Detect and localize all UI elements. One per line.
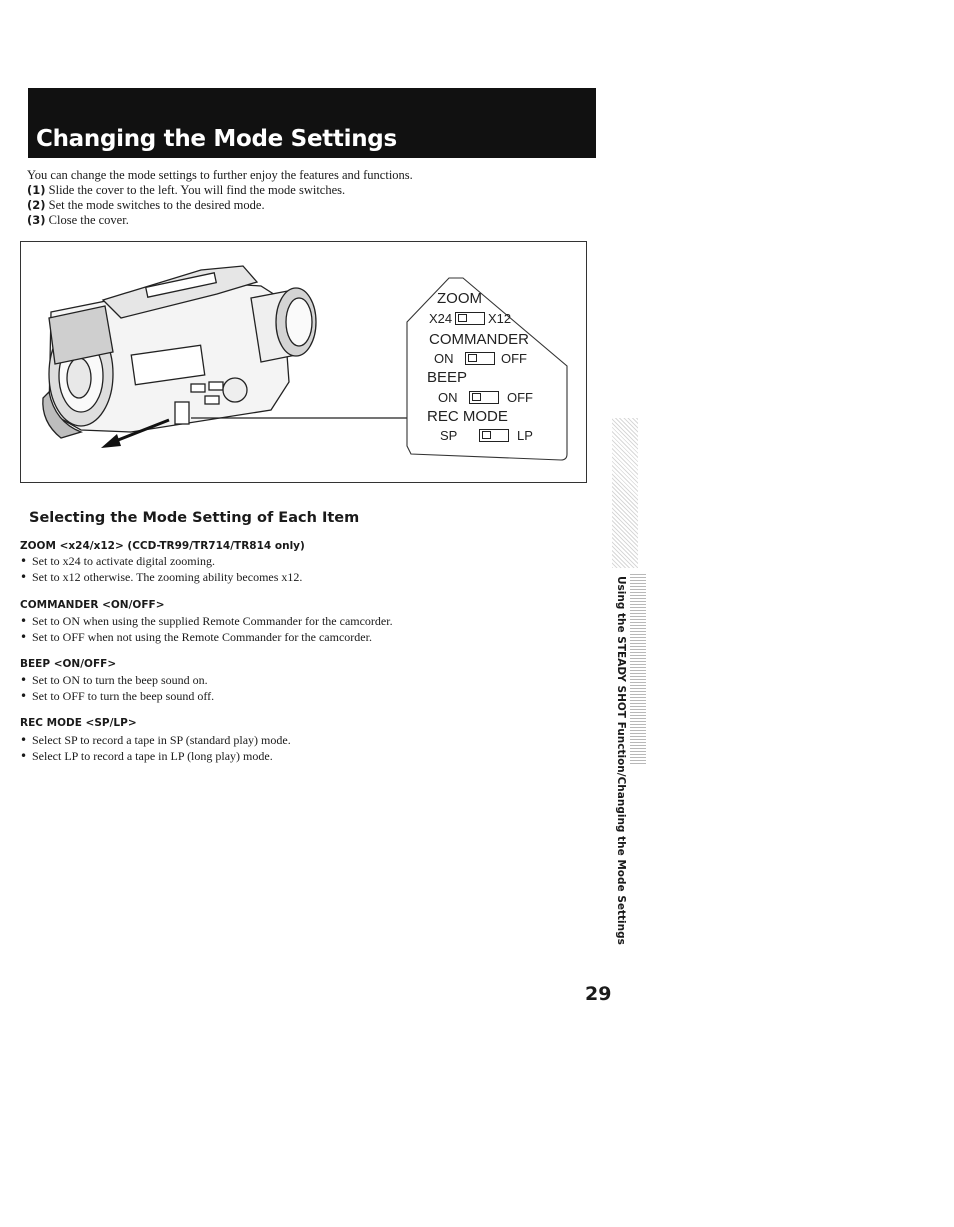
list-item bbox=[20, 732, 291, 748]
step-2 bbox=[27, 198, 413, 213]
camcorder-figure bbox=[20, 241, 587, 483]
list-item bbox=[20, 688, 214, 704]
chapter-side-tab bbox=[597, 576, 627, 945]
page-title: Changing the Mode Settings bbox=[36, 126, 397, 152]
list-item-text: Set to ON when using the supplied Remote Commander for the camcorder. bbox=[32, 614, 393, 628]
zoom-x12-label: X12 bbox=[488, 311, 512, 326]
item-list-beep bbox=[20, 672, 214, 704]
commander-switch bbox=[465, 352, 495, 365]
intro-sentence: You can change the mode settings to further enjoy the features and functions. bbox=[27, 168, 413, 182]
rec-mode-lp-label: LP bbox=[517, 428, 533, 443]
section-heading: Selecting the Mode Setting of Each Item bbox=[29, 510, 360, 526]
step-3 bbox=[27, 213, 413, 228]
item-heading-rec-mode: REC MODE <SP/LP> bbox=[20, 717, 137, 729]
rec-mode-sp-label: SP bbox=[440, 428, 458, 443]
step-number: (2) bbox=[27, 198, 46, 212]
tab-texture-lower bbox=[630, 574, 646, 764]
list-item bbox=[20, 629, 393, 645]
step-text: Set the mode switches to the desired mode. bbox=[48, 198, 265, 212]
rec-mode-label: REC MODE bbox=[427, 408, 508, 425]
rec-mode-switch bbox=[479, 429, 509, 442]
commander-on-label: ON bbox=[434, 351, 454, 366]
intro-text bbox=[27, 168, 413, 228]
tab-texture bbox=[612, 418, 638, 568]
list-item-text: Set to ON to turn the beep sound on. bbox=[32, 673, 208, 687]
step-number: (3) bbox=[27, 213, 46, 227]
beep-label: BEEP bbox=[427, 369, 468, 386]
step-text: Close the cover. bbox=[48, 213, 129, 227]
item-heading-beep: BEEP <ON/OFF> bbox=[20, 658, 117, 670]
zoom-switch bbox=[455, 312, 485, 325]
step-text: Slide the cover to the left. You will find the mode switches. bbox=[48, 183, 346, 197]
item-list-zoom bbox=[20, 553, 302, 585]
commander-label: COMMANDER bbox=[429, 331, 529, 348]
list-item-text: Set to x12 otherwise. The zooming ability becomes x12. bbox=[32, 570, 303, 584]
list-item bbox=[20, 672, 214, 688]
step-number: (1) bbox=[27, 183, 46, 197]
beep-on-label: ON bbox=[438, 390, 458, 405]
list-item-text: Set to x24 to activate digital zooming. bbox=[32, 554, 215, 568]
list-item bbox=[20, 613, 393, 629]
list-item bbox=[20, 748, 291, 764]
beep-off-label: OFF bbox=[507, 390, 533, 405]
list-item-text: Select LP to record a tape in LP (long play) mode. bbox=[32, 749, 273, 763]
title-banner bbox=[28, 88, 596, 158]
beep-switch bbox=[469, 391, 499, 404]
list-item-text: Set to OFF to turn the beep sound off. bbox=[32, 689, 215, 703]
item-heading-commander: COMMANDER <ON/OFF> bbox=[20, 599, 165, 611]
list-item-text: Select SP to record a tape in SP (standard play) mode. bbox=[32, 733, 291, 747]
item-list-rec-mode bbox=[20, 732, 291, 764]
list-item bbox=[20, 569, 302, 585]
list-item bbox=[20, 553, 302, 569]
item-list-commander bbox=[20, 613, 393, 645]
item-heading-zoom: ZOOM <x24/x12> (CCD-TR99/TR714/TR814 only) bbox=[20, 540, 305, 552]
page-number: 29 bbox=[585, 983, 612, 1005]
step-1 bbox=[27, 183, 413, 198]
zoom-label: ZOOM bbox=[437, 290, 482, 307]
chapter-side-tab-text: Using the STEADY SHOT Function/Changing the Mode Settings bbox=[615, 576, 627, 945]
list-item-text: Set to OFF when not using the Remote Commander for the camcorder. bbox=[32, 630, 372, 644]
mode-switch-callout bbox=[407, 286, 569, 458]
commander-off-label: OFF bbox=[501, 351, 527, 366]
zoom-x24-label: X24 bbox=[429, 311, 453, 326]
